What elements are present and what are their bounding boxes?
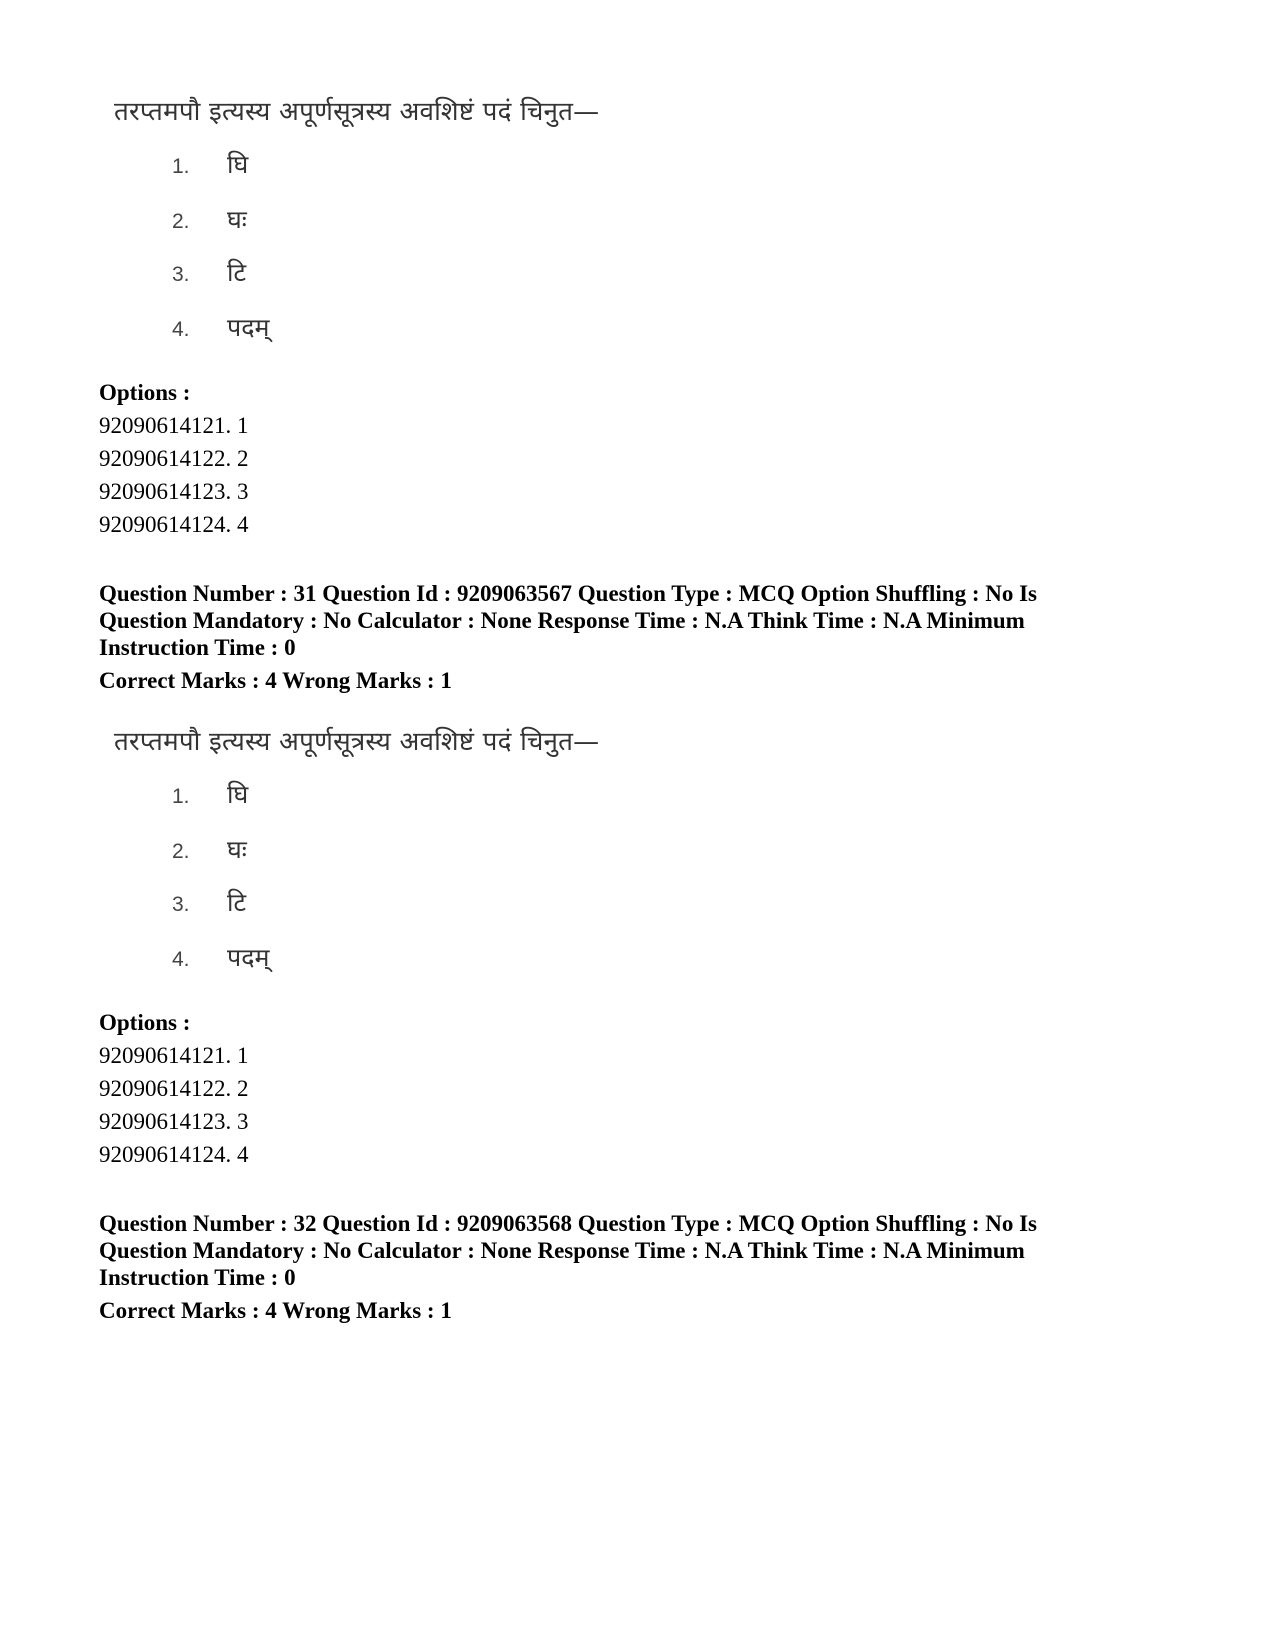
choice-number: 1. bbox=[172, 155, 190, 178]
question-choice bbox=[172, 885, 246, 925]
question-choice bbox=[172, 832, 247, 872]
marks-line: Correct Marks : 4 Wrong Marks : 1 bbox=[99, 668, 452, 693]
choice-text: घि bbox=[227, 780, 249, 809]
question-choice bbox=[172, 202, 247, 242]
options-list bbox=[99, 1006, 499, 1171]
question-image bbox=[100, 722, 620, 984]
choice-text: टि bbox=[227, 258, 247, 287]
option-row: 92090614121. 1 bbox=[99, 1043, 249, 1068]
meta-line: Instruction Time : 0 bbox=[99, 635, 296, 660]
choice-number: 2. bbox=[172, 840, 190, 863]
question-choice bbox=[172, 255, 246, 295]
option-row: 92090614124. 4 bbox=[99, 1142, 249, 1167]
meta-line: Instruction Time : 0 bbox=[99, 1265, 296, 1290]
option-row: 92090614122. 2 bbox=[99, 446, 249, 471]
options-heading: Options : bbox=[99, 1010, 191, 1035]
question-choice bbox=[172, 940, 269, 980]
choice-text: घः bbox=[227, 835, 247, 864]
option-row: 92090614123. 3 bbox=[99, 479, 249, 504]
choice-number: 1. bbox=[172, 785, 190, 808]
option-row: 92090614121. 1 bbox=[99, 413, 249, 438]
choice-number: 3. bbox=[172, 893, 190, 916]
option-row: 92090614123. 3 bbox=[99, 1109, 249, 1134]
meta-line: Question Number : 32 Question Id : 9209063568 Question Type : MCQ Option Shuffling : No Is bbox=[99, 1211, 1038, 1236]
option-row: 92090614122. 2 bbox=[99, 1076, 249, 1101]
question-choice bbox=[172, 777, 248, 817]
meta-line: Question Mandatory : No Calculator : None Response Time : N.A Think Time : N.A Minimum bbox=[99, 608, 1025, 633]
choice-number: 2. bbox=[172, 210, 190, 233]
choice-text: घः bbox=[227, 205, 247, 234]
question-stem: तरप्तमपौ इत्यस्य अपूर्णसूत्रस्य अवशिष्टं पदं चिनुत— bbox=[114, 727, 600, 757]
meta-line: Question Mandatory : No Calculator : None Response Time : N.A Think Time : N.A Minimum bbox=[99, 1238, 1025, 1263]
options-list bbox=[99, 376, 499, 541]
question-choice bbox=[172, 147, 248, 187]
choice-number: 4. bbox=[172, 318, 190, 341]
choice-text: घि bbox=[227, 150, 249, 179]
question-meta bbox=[99, 580, 1179, 694]
question-stem: तरप्तमपौ इत्यस्य अपूर्णसूत्रस्य अवशिष्टं पदं चिनुत— bbox=[114, 97, 600, 127]
choice-text: पदम् bbox=[227, 943, 270, 972]
choice-number: 3. bbox=[172, 263, 190, 286]
marks-line: Correct Marks : 4 Wrong Marks : 1 bbox=[99, 1298, 452, 1323]
question-image bbox=[100, 92, 620, 354]
choice-text: टि bbox=[227, 888, 247, 917]
options-heading: Options : bbox=[99, 380, 191, 405]
question-choice bbox=[172, 310, 269, 350]
choice-number: 4. bbox=[172, 948, 190, 971]
question-meta bbox=[99, 1210, 1179, 1324]
choice-text: पदम् bbox=[227, 313, 270, 342]
option-row: 92090614124. 4 bbox=[99, 512, 249, 537]
meta-line: Question Number : 31 Question Id : 9209063567 Question Type : MCQ Option Shuffling : No Is bbox=[99, 581, 1038, 606]
